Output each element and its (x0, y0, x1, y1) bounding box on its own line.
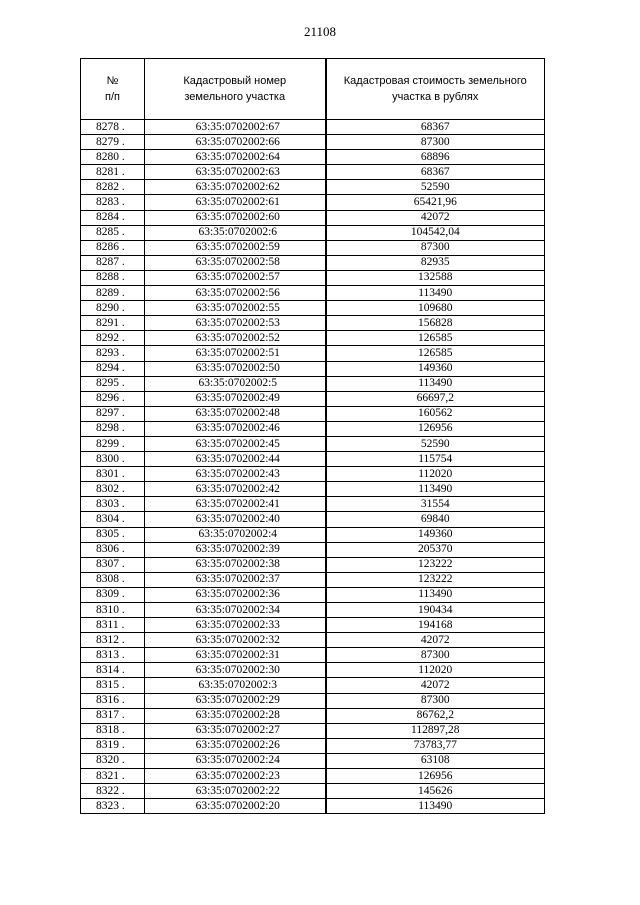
table-body (81, 120, 545, 814)
cadastral-value: 115754 (326, 452, 545, 467)
cadastral-value: 126585 (326, 346, 545, 361)
cadastral-number: 63:35:0702002:57 (145, 270, 326, 285)
header-value-line-1: Кадастровая стоимость земельного (343, 75, 527, 87)
row-number: 8292 . (81, 331, 145, 346)
cadastral-value: 68367 (326, 120, 545, 135)
cadastral-value: 149360 (326, 527, 545, 542)
cadastral-value: 126585 (326, 331, 545, 346)
cadastral-number: 63:35:0702002:62 (145, 180, 326, 195)
page-number: 21108 (303, 24, 337, 39)
table-row (81, 270, 545, 285)
table-row (81, 708, 545, 723)
cadastral-value: 112897,28 (326, 723, 545, 738)
table-row (81, 225, 545, 240)
table-row (81, 452, 545, 467)
table-row (81, 678, 545, 693)
cadastral-value: 52590 (326, 180, 545, 195)
cadastral-value: 112020 (326, 467, 545, 482)
row-number: 8280 . (81, 150, 145, 165)
cadastral-number: 63:35:0702002:51 (145, 346, 326, 361)
cadastral-value: 113490 (326, 286, 545, 301)
table-row (81, 723, 545, 738)
table-row (81, 482, 545, 497)
cadastral-value: 82935 (326, 255, 545, 270)
cadastral-value: 160562 (326, 406, 545, 421)
row-number: 8295 . (81, 376, 145, 391)
cadastral-value: 149360 (326, 361, 545, 376)
table-row (81, 587, 545, 602)
cadastral-value: 65421,96 (326, 195, 545, 210)
cadastral-number: 63:35:0702002:46 (145, 421, 326, 436)
cadastral-number: 63:35:0702002:56 (145, 286, 326, 301)
table-row (81, 376, 545, 391)
cadastral-value: 52590 (326, 436, 545, 451)
table-row (81, 467, 545, 482)
cadastral-number: 63:35:0702002:5 (145, 376, 326, 391)
cadastral-value-table (80, 58, 545, 814)
row-number: 8300 . (81, 452, 145, 467)
cadastral-number: 63:35:0702002:26 (145, 738, 326, 753)
table-row (81, 421, 545, 436)
cadastral-number: 63:35:0702002:3 (145, 678, 326, 693)
table-row (81, 693, 545, 708)
table-row (81, 769, 545, 784)
table-row (81, 361, 545, 376)
cadastral-value: 205370 (326, 542, 545, 557)
cadastral-value: 112020 (326, 663, 545, 678)
row-number: 8281 . (81, 165, 145, 180)
table-row (81, 557, 545, 572)
cadastral-number: 63:35:0702002:60 (145, 210, 326, 225)
table-row (81, 633, 545, 648)
row-number: 8289 . (81, 286, 145, 301)
cadastral-number: 63:35:0702002:31 (145, 648, 326, 663)
cadastral-number: 63:35:0702002:44 (145, 452, 326, 467)
cadastral-value: 126956 (326, 769, 545, 784)
table-row (81, 391, 545, 406)
cadastral-value: 42072 (326, 633, 545, 648)
row-number: 8288 . (81, 270, 145, 285)
cadastral-number: 63:35:0702002:20 (145, 799, 326, 814)
cadastral-number: 63:35:0702002:43 (145, 467, 326, 482)
cadastral-value: 194168 (326, 618, 545, 633)
table-row (81, 346, 545, 361)
cadastral-value: 63108 (326, 753, 545, 768)
cadastral-number: 63:35:0702002:34 (145, 603, 326, 618)
table-row (81, 120, 545, 135)
cadastral-value: 42072 (326, 678, 545, 693)
row-number: 8282 . (81, 180, 145, 195)
header-cadastral-line-2: земельного участка (184, 91, 286, 103)
table-row (81, 784, 545, 799)
cadastral-value: 87300 (326, 648, 545, 663)
cadastral-number: 63:35:0702002:45 (145, 436, 326, 451)
row-number: 8315 . (81, 678, 145, 693)
cadastral-value: 113490 (326, 376, 545, 391)
cadastral-number: 63:35:0702002:41 (145, 497, 326, 512)
table-row (81, 512, 545, 527)
table-row (81, 603, 545, 618)
cadastral-value: 190434 (326, 603, 545, 618)
table-header-row (81, 59, 545, 120)
row-number: 8287 . (81, 255, 145, 270)
cadastral-number: 63:35:0702002:6 (145, 225, 326, 240)
cadastral-number: 63:35:0702002:50 (145, 361, 326, 376)
row-number: 8301 . (81, 467, 145, 482)
row-number: 8302 . (81, 482, 145, 497)
cadastral-number: 63:35:0702002:66 (145, 135, 326, 150)
cadastral-number: 63:35:0702002:59 (145, 240, 326, 255)
row-number: 8323 . (81, 799, 145, 814)
cadastral-value: 31554 (326, 497, 545, 512)
cadastral-value: 73783,77 (326, 738, 545, 753)
table-row (81, 406, 545, 421)
cadastral-number: 63:35:0702002:39 (145, 542, 326, 557)
cadastral-number: 63:35:0702002:22 (145, 784, 326, 799)
cadastral-number: 63:35:0702002:27 (145, 723, 326, 738)
cadastral-value: 123222 (326, 557, 545, 572)
cadastral-number: 63:35:0702002:29 (145, 693, 326, 708)
row-number: 8320 . (81, 753, 145, 768)
cadastral-number: 63:35:0702002:61 (145, 195, 326, 210)
cadastral-number: 63:35:0702002:38 (145, 557, 326, 572)
cadastral-value: 68896 (326, 150, 545, 165)
cadastral-value: 123222 (326, 572, 545, 587)
cadastral-value: 145626 (326, 784, 545, 799)
cadastral-value: 87300 (326, 135, 545, 150)
table-row (81, 135, 545, 150)
cadastral-value: 126956 (326, 421, 545, 436)
table-row (81, 497, 545, 512)
table-row (81, 240, 545, 255)
cadastral-value: 109680 (326, 301, 545, 316)
cadastral-value: 86762,2 (326, 708, 545, 723)
cadastral-value: 113490 (326, 482, 545, 497)
row-number: 8294 . (81, 361, 145, 376)
row-number: 8286 . (81, 240, 145, 255)
row-number: 8284 . (81, 210, 145, 225)
table-row (81, 165, 545, 180)
table-row (81, 648, 545, 663)
table-row (81, 663, 545, 678)
header-cadastral-number (145, 59, 326, 120)
row-number: 8311 . (81, 618, 145, 633)
table-row (81, 753, 545, 768)
cadastral-number: 63:35:0702002:28 (145, 708, 326, 723)
table-row (81, 150, 545, 165)
table-row (81, 527, 545, 542)
row-number: 8290 . (81, 301, 145, 316)
cadastral-number: 63:35:0702002:58 (145, 255, 326, 270)
cadastral-number: 63:35:0702002:33 (145, 618, 326, 633)
cadastral-value: 132588 (326, 270, 545, 285)
row-number: 8304 . (81, 512, 145, 527)
header-cadastral-line-1: Кадастровый номер (183, 75, 287, 87)
row-number: 8305 . (81, 527, 145, 542)
table-row (81, 301, 545, 316)
row-number: 8312 . (81, 633, 145, 648)
table-row (81, 618, 545, 633)
header-cadastral-value (326, 59, 545, 120)
table-row (81, 572, 545, 587)
row-number: 8297 . (81, 406, 145, 421)
row-number: 8318 . (81, 723, 145, 738)
cadastral-number: 63:35:0702002:4 (145, 527, 326, 542)
row-number: 8278 . (81, 120, 145, 135)
row-number: 8299 . (81, 436, 145, 451)
row-number: 8306 . (81, 542, 145, 557)
cadastral-value: 113490 (326, 587, 545, 602)
cadastral-number: 63:35:0702002:48 (145, 406, 326, 421)
table-row (81, 316, 545, 331)
cadastral-number: 63:35:0702002:64 (145, 150, 326, 165)
row-number: 8308 . (81, 572, 145, 587)
row-number: 8313 . (81, 648, 145, 663)
row-number: 8307 . (81, 557, 145, 572)
row-number: 8321 . (81, 769, 145, 784)
cadastral-value: 42072 (326, 210, 545, 225)
cadastral-number: 63:35:0702002:53 (145, 316, 326, 331)
cadastral-number: 63:35:0702002:23 (145, 769, 326, 784)
table-row (81, 331, 545, 346)
table-row (81, 542, 545, 557)
cadastral-value: 113490 (326, 799, 545, 814)
row-number: 8279 . (81, 135, 145, 150)
cadastral-number: 63:35:0702002:40 (145, 512, 326, 527)
row-number: 8316 . (81, 693, 145, 708)
row-number: 8322 . (81, 784, 145, 799)
cadastral-number: 63:35:0702002:63 (145, 165, 326, 180)
header-number-line-1: № (106, 75, 119, 87)
cadastral-value: 68367 (326, 165, 545, 180)
row-number: 8314 . (81, 663, 145, 678)
cadastral-value: 87300 (326, 693, 545, 708)
table-row (81, 195, 545, 210)
cadastral-value: 66697,2 (326, 391, 545, 406)
cadastral-value: 156828 (326, 316, 545, 331)
cadastral-number: 63:35:0702002:67 (145, 120, 326, 135)
cadastral-number: 63:35:0702002:52 (145, 331, 326, 346)
row-number: 8298 . (81, 421, 145, 436)
cadastral-number: 63:35:0702002:30 (145, 663, 326, 678)
row-number: 8319 . (81, 738, 145, 753)
row-number: 8283 . (81, 195, 145, 210)
table-row (81, 210, 545, 225)
table-row (81, 180, 545, 195)
table-row (81, 255, 545, 270)
header-value-line-2: участка в рублях (392, 91, 479, 103)
row-number: 8309 . (81, 587, 145, 602)
row-number: 8317 . (81, 708, 145, 723)
cadastral-number: 63:35:0702002:42 (145, 482, 326, 497)
table-row (81, 286, 545, 301)
table-row (81, 436, 545, 451)
table-row (81, 738, 545, 753)
cadastral-number: 63:35:0702002:49 (145, 391, 326, 406)
cadastral-value: 87300 (326, 240, 545, 255)
cadastral-value: 69840 (326, 512, 545, 527)
row-number: 8285 . (81, 225, 145, 240)
cadastral-value: 104542,04 (326, 225, 545, 240)
cadastral-number: 63:35:0702002:37 (145, 572, 326, 587)
row-number: 8296 . (81, 391, 145, 406)
row-number: 8291 . (81, 316, 145, 331)
table-row (81, 799, 545, 814)
header-number-line-2: п/п (105, 91, 120, 103)
row-number: 8293 . (81, 346, 145, 361)
cadastral-number: 63:35:0702002:32 (145, 633, 326, 648)
cadastral-number: 63:35:0702002:24 (145, 753, 326, 768)
row-number: 8303 . (81, 497, 145, 512)
cadastral-number: 63:35:0702002:36 (145, 587, 326, 602)
row-number: 8310 . (81, 603, 145, 618)
cadastral-number: 63:35:0702002:55 (145, 301, 326, 316)
header-number (81, 59, 145, 120)
